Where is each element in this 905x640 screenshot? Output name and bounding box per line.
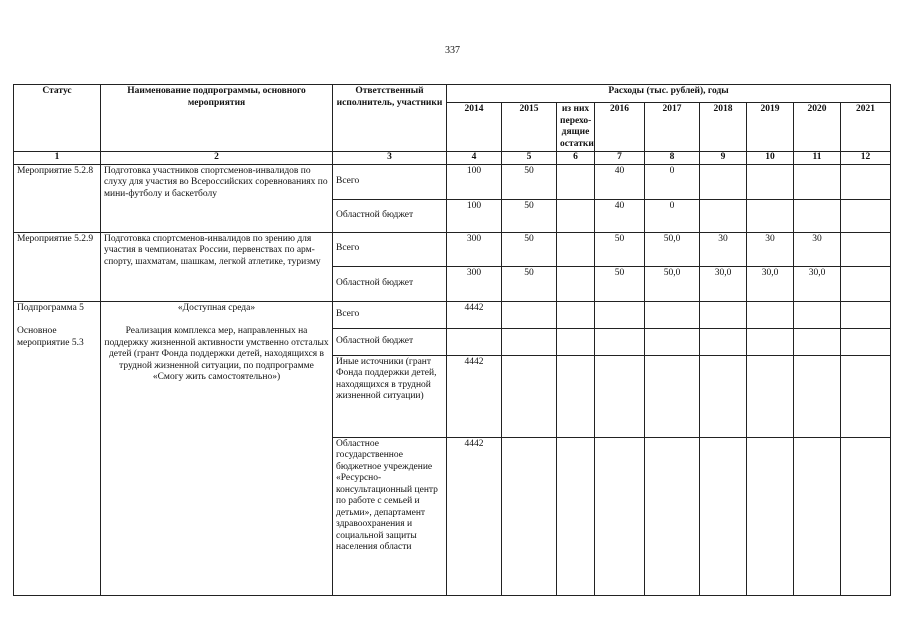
col-number: 12 — [841, 152, 891, 165]
row-responsible: Иные источники (грант Фонда поддержки детей, находящихся в трудной жизненной ситуации) — [333, 355, 447, 437]
value-cell — [841, 355, 891, 437]
value-cell — [595, 355, 645, 437]
value-cell: 50,0 — [645, 266, 700, 301]
value-cell — [502, 328, 557, 355]
row-status: Мероприятие 5.2.9 — [14, 232, 101, 301]
value-cell — [794, 199, 841, 232]
row-name — [101, 301, 333, 595]
value-cell: 4442 — [447, 301, 502, 328]
subprogram-title: «Доступная среда» — [177, 302, 256, 313]
row-responsible: Областной бюджет — [333, 199, 447, 232]
value-cell — [747, 164, 794, 199]
col-number: 2 — [101, 152, 333, 165]
value-cell: 4442 — [447, 437, 502, 595]
value-cell — [645, 355, 700, 437]
header-year: 2015 — [502, 103, 557, 152]
col-number: 6 — [557, 152, 595, 165]
value-cell — [700, 355, 747, 437]
header-year: 2020 — [794, 103, 841, 152]
value-cell: 50 — [502, 164, 557, 199]
row-status — [14, 301, 101, 595]
row-responsible: Всего — [333, 232, 447, 266]
header-name: Наименование подпрограммы, основного мероприятия — [101, 85, 333, 152]
col-number: 8 — [645, 152, 700, 165]
value-cell: 50,0 — [645, 232, 700, 266]
value-cell: 0 — [645, 164, 700, 199]
value-cell — [700, 301, 747, 328]
value-cell — [557, 266, 595, 301]
header-year: 2018 — [700, 103, 747, 152]
col-number: 3 — [333, 152, 447, 165]
row-responsible: Областной бюджет — [333, 266, 447, 301]
row-status: Мероприятие 5.2.8 — [14, 164, 101, 232]
value-cell — [794, 301, 841, 328]
expenses-table — [13, 84, 891, 596]
value-cell: 300 — [447, 266, 502, 301]
value-cell — [794, 355, 841, 437]
value-cell — [557, 437, 595, 595]
value-cell — [841, 301, 891, 328]
value-cell: 40 — [595, 164, 645, 199]
row-responsible: Всего — [333, 301, 447, 328]
header-expenses: Расходы (тыс. рублей), годы — [447, 85, 891, 103]
value-cell — [595, 328, 645, 355]
header-year: из них перехо-дящие остатки — [557, 103, 595, 152]
value-cell: 50 — [502, 232, 557, 266]
value-cell — [700, 164, 747, 199]
value-cell — [557, 232, 595, 266]
value-cell — [700, 328, 747, 355]
value-cell: 50 — [595, 232, 645, 266]
value-cell: 30 — [747, 232, 794, 266]
row-responsible: Всего — [333, 164, 447, 199]
value-cell — [502, 437, 557, 595]
value-cell — [747, 328, 794, 355]
value-cell: 100 — [447, 164, 502, 199]
status-subprogram: Подпрограмма 5 — [17, 302, 84, 313]
value-cell — [595, 301, 645, 328]
value-cell: 30 — [700, 232, 747, 266]
row-responsible: Областной бюджет — [333, 328, 447, 355]
col-number: 1 — [14, 152, 101, 165]
col-number: 10 — [747, 152, 794, 165]
value-cell — [645, 328, 700, 355]
header-year: 2017 — [645, 103, 700, 152]
value-cell — [841, 199, 891, 232]
value-cell — [794, 328, 841, 355]
value-cell — [794, 437, 841, 595]
value-cell — [841, 437, 891, 595]
value-cell — [645, 437, 700, 595]
header-responsible: Ответственный исполнитель, участники — [333, 85, 447, 152]
value-cell — [447, 328, 502, 355]
value-cell — [841, 266, 891, 301]
value-cell — [841, 164, 891, 199]
value-cell: 30 — [794, 232, 841, 266]
col-number: 11 — [794, 152, 841, 165]
value-cell: 50 — [595, 266, 645, 301]
header-year: 2021 — [841, 103, 891, 152]
col-number: 4 — [447, 152, 502, 165]
value-cell — [841, 232, 891, 266]
value-cell — [502, 355, 557, 437]
value-cell — [645, 301, 700, 328]
header-year: 2014 — [447, 103, 502, 152]
value-cell — [595, 437, 645, 595]
value-cell — [747, 199, 794, 232]
value-cell: 4442 — [447, 355, 502, 437]
header-status: Статус — [14, 85, 101, 152]
value-cell — [747, 301, 794, 328]
value-cell — [557, 164, 595, 199]
value-cell — [841, 328, 891, 355]
value-cell — [557, 355, 595, 437]
value-cell — [557, 301, 595, 328]
value-cell: 0 — [645, 199, 700, 232]
page-number: 337 — [445, 45, 460, 56]
row-name: Подготовка участников спортсменов-инвалидов по слуху для участия во Всероссийских соревнованиях по мини-футболу и баскетболу — [101, 164, 333, 232]
value-cell: 50 — [502, 266, 557, 301]
value-cell — [747, 437, 794, 595]
header-year: 2016 — [595, 103, 645, 152]
col-number: 5 — [502, 152, 557, 165]
status-main-measure: Основное мероприятие 5.3 — [17, 326, 84, 348]
row-name: Подготовка спортсменов-инвалидов по зрению для участия в чемпионатах России, первенствах по арм-спорту, шахматам, шашкам, легкой атлетике, туризму — [101, 232, 333, 301]
col-number: 7 — [595, 152, 645, 165]
value-cell: 100 — [447, 199, 502, 232]
value-cell: 30,0 — [700, 266, 747, 301]
value-cell — [700, 199, 747, 232]
value-cell: 30,0 — [747, 266, 794, 301]
value-cell: 50 — [502, 199, 557, 232]
value-cell: 30,0 — [794, 266, 841, 301]
value-cell — [502, 301, 557, 328]
value-cell — [557, 328, 595, 355]
measure-description: Реализация комплекса мер, направленных на поддержку жизненной активности умственно отсталых детей (грант Фонда поддержки детей, находящихся в трудной жизненной ситуации, по подпрограмме «Смогу жить самостоятельно») — [104, 326, 329, 382]
value-cell: 300 — [447, 232, 502, 266]
row-responsible: Областное государственное бюджетное учреждение «Ресурсно-консультационный центр по работе с семьей и детьми», департамент здравоохранения и социальной защиты населения области — [333, 437, 447, 595]
value-cell: 40 — [595, 199, 645, 232]
value-cell — [794, 164, 841, 199]
value-cell — [747, 355, 794, 437]
col-number: 9 — [700, 152, 747, 165]
value-cell — [700, 437, 747, 595]
header-year: 2019 — [747, 103, 794, 152]
value-cell — [557, 199, 595, 232]
